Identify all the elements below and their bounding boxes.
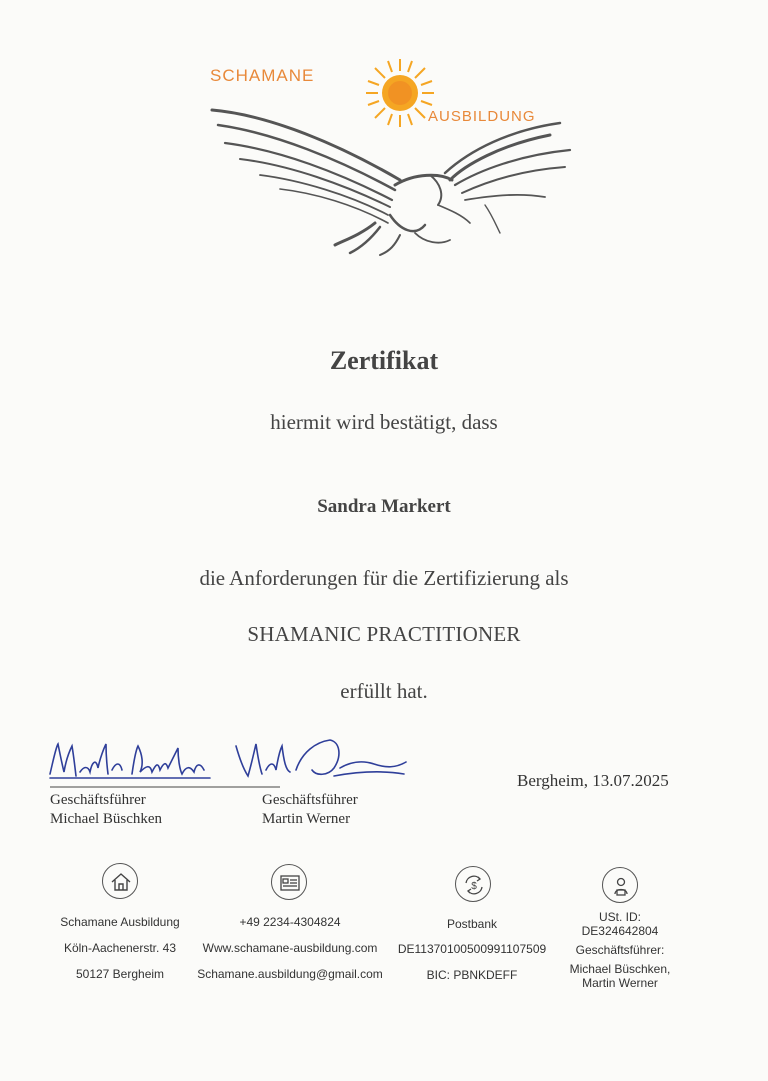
logo bbox=[200, 55, 600, 265]
logo-text-top: SCHAMANE bbox=[210, 66, 315, 85]
signature-block-2 bbox=[262, 791, 358, 829]
footer-vat-label: USt. ID: bbox=[598, 910, 641, 924]
svg-text:$: $ bbox=[471, 881, 477, 892]
signer-name: Michael Büschken bbox=[50, 811, 163, 827]
certificate-requirement: die Anforderungen für die Zertifizierung als bbox=[199, 566, 569, 590]
certificate-intro: hiermit wird bestätigt, dass bbox=[270, 410, 498, 434]
contact-card-icon bbox=[271, 864, 307, 900]
place-date: Bergheim, 13.07.2025 bbox=[517, 771, 669, 790]
footer-address-line: Köln-Aachenerstr. 43 bbox=[63, 941, 177, 955]
footer-phone: +49 2234-4304824 bbox=[239, 915, 341, 929]
signatures bbox=[40, 732, 420, 792]
footer-manager-2: Martin Werner bbox=[582, 976, 658, 990]
footer-iban: DE11370100500991107509 bbox=[397, 942, 547, 956]
certificate-title: Zertifikat bbox=[329, 346, 439, 375]
eagle-icon bbox=[212, 110, 570, 255]
money-exchange-icon bbox=[455, 866, 491, 902]
signer-name: Martin Werner bbox=[262, 811, 351, 827]
signer-role: Geschäftsführer bbox=[50, 792, 146, 808]
signature-block-1 bbox=[50, 791, 162, 829]
qualification-title: SHAMANIC PRACTITIONER bbox=[247, 622, 521, 646]
recipient-name: Sandra Markert bbox=[317, 496, 451, 517]
signature-martin-werner bbox=[236, 740, 406, 776]
footer-email: Schamane.ausbildung@gmail.com bbox=[197, 967, 383, 981]
logo-text-bottom: AUSBILDUNG bbox=[428, 108, 536, 125]
footer-bank-name: Postbank bbox=[446, 917, 498, 931]
footer-bic: BIC: PBNKDEFF bbox=[426, 968, 518, 982]
person-badge-icon bbox=[602, 867, 638, 903]
footer-managers-label: Geschäftsführer: bbox=[575, 943, 665, 957]
footer-address-line: 50127 Bergheim bbox=[75, 967, 165, 981]
footer-manager-1: Michael Büschken, bbox=[569, 962, 671, 976]
sun-icon bbox=[366, 59, 434, 127]
footer-vat-id: DE324642804 bbox=[581, 924, 659, 938]
certificate-closing: erfüllt hat. bbox=[340, 679, 428, 703]
footer-website: Www.schamane-ausbildung.com bbox=[202, 941, 378, 955]
signer-role: Geschäftsführer bbox=[262, 792, 358, 808]
signature-michael-bueschken bbox=[50, 744, 210, 778]
home-icon bbox=[102, 863, 138, 899]
footer-address-line: Schamane Ausbildung bbox=[60, 915, 180, 929]
